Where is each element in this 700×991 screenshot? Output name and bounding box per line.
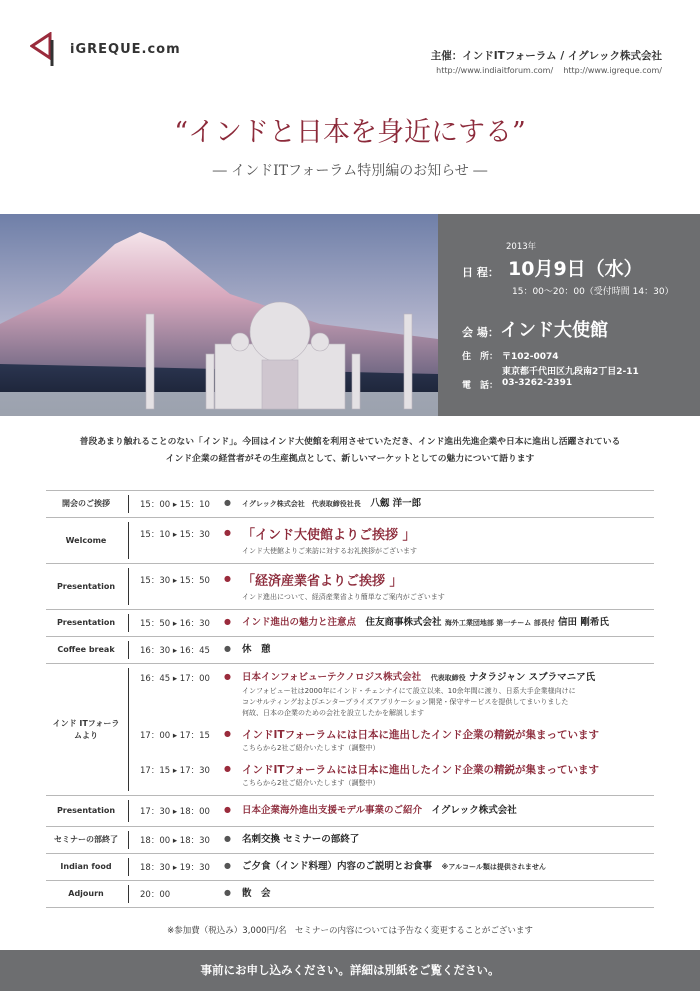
row-text: ご夕食（インド料理）内容のご説明とお食事 [242, 861, 433, 872]
row-time: 18：30 ▸ 19：30 [140, 863, 210, 873]
row-text: インド進出の魅力と注意点 [242, 617, 357, 628]
row-note: インフォビュー社は2000年にインド・チェンナイにて設立以来、10余年間に渡り、日系大手企業様向けに コンサルティングおよびエンタープライズアプリケーション開発・保守サービスを提供してまいりました 何故、日本の企業のための会社を設立したかを解説します [242, 687, 576, 717]
hero [0, 214, 700, 416]
row-label: Welcome [65, 535, 107, 545]
address-line1: 〒102-0074 [502, 352, 559, 362]
bullet-icon: ● [224, 644, 231, 653]
bullet-icon: ● [224, 498, 231, 507]
row-text: 日本インフォビューテクノロジス株式会社 [242, 672, 422, 683]
row-text: インドITフォーラムには日本に進出したインド企業の精鋭が集まっています [242, 764, 599, 776]
row-note: こちらから2社ご紹介いたします（調整中） [242, 744, 380, 752]
row-note: こちらから2社ご紹介いたします（調整中） [242, 779, 380, 787]
footnote: ※参加費（税込み）3,000円/名 セミナーの内容については予告なく変更することがございます [167, 926, 533, 936]
schedule-row [46, 795, 654, 826]
footer-banner: 事前にお申し込みください。詳細は別紙をご覧ください。 [0, 950, 700, 991]
schedule-row [46, 563, 654, 609]
venue-label: 会 場： [462, 326, 499, 339]
row-label: 開会のご挨拶 [62, 499, 110, 508]
row-time: 18：00 ▸ 18：30 [140, 836, 210, 846]
row-label: Presentation [56, 618, 116, 627]
row-text: 「経済産業省よりご挨拶 」 [242, 574, 403, 589]
bullet-icon: ● [224, 805, 231, 814]
row-label: Coffee break [57, 645, 115, 654]
intro-text [30, 434, 670, 468]
schedule-row [46, 880, 654, 908]
bullet-icon: ● [224, 574, 231, 583]
address-label: 住 所： [462, 352, 499, 362]
row-time: 15：30 ▸ 15：50 [140, 576, 210, 586]
row-label: セミナーの部終了 [54, 835, 118, 844]
bullet-icon: ● [224, 888, 231, 897]
row-time: 17：15 ▸ 17：30 [140, 766, 210, 776]
intro-line: 普段あまり触れることのない「インド」。今回はインド大使館を利用させていただき、インド進出先進企業や日本に進出し活躍されている [79, 437, 621, 447]
intro-line: インド企業の経営者がその生産拠点として、新しいマーケットとしての魅力について語ります [165, 454, 535, 464]
bullet-icon: ● [224, 729, 231, 738]
schedule-row [46, 853, 654, 880]
row-label: Indian food [60, 862, 112, 871]
hero-image [0, 214, 438, 416]
logo-mark-icon [30, 32, 70, 68]
row-text: インドITフォーラムには日本に進出したインド企業の精鋭が集まっています [242, 729, 599, 741]
row-time: 17：30 ▸ 18：00 [140, 807, 210, 817]
row-note: インド進出について、経済産業省より簡単なご案内がございます [242, 593, 445, 601]
row-label: Presentation [56, 806, 116, 815]
row-small-note: ※アルコール類は提供されません [441, 863, 546, 871]
row-title: 海外工業団地部 第一チーム 部長付 [444, 619, 555, 627]
page-title: “インドと日本を身近にする” [174, 117, 526, 148]
bullet-icon: ● [224, 834, 231, 843]
row-label: Presentation [56, 581, 116, 591]
tel-label: 電 話： [462, 381, 499, 391]
address-line2: 東京都千代田区九段南2丁目2-11 [502, 367, 639, 377]
date-label: 日 程： [462, 266, 499, 279]
event-time: 15：00～20：00（受付時間 14：30） [512, 287, 674, 297]
row-time: 15：50 ▸ 16：30 [140, 619, 210, 629]
schedule-row [46, 490, 654, 517]
organizer: 主催：インドITフォーラム / イグレック株式会社 [430, 50, 662, 62]
logo-text: iGREQUE.com [70, 42, 181, 57]
bullet-icon: ● [224, 617, 231, 626]
event-venue: インド大使館 [500, 320, 608, 341]
row-time: 16：45 ▸ 17：00 [140, 674, 210, 684]
schedule-row [46, 636, 654, 663]
event-year: 2013年 [506, 242, 537, 252]
schedule-row [46, 517, 654, 563]
row-text: 散 会 [242, 888, 271, 899]
row-time: 20：00 [140, 890, 171, 900]
row-text: 「インド大使館よりご挨拶 」 [242, 528, 416, 543]
tel-number: 03-3262-2391 [502, 378, 573, 388]
schedule-row [46, 663, 654, 795]
row-speaker: ナタラジャン スブラマニア氏 [469, 672, 596, 683]
bullet-icon: ● [224, 764, 231, 773]
event-date: 10月9日（水） [508, 258, 643, 280]
row-speaker: 信田 剛希氏 [558, 617, 609, 628]
row-text: 休 憩 [242, 644, 271, 655]
row-time: 15：00 ▸ 15：10 [140, 500, 210, 510]
row-speaker: 八劔 洋一郎 [370, 498, 422, 509]
row-label: インド ITフォーラムより [52, 718, 120, 740]
bullet-icon: ● [224, 861, 231, 870]
row-company: イグレック株式会社 [431, 805, 517, 816]
page-subtitle: ― インドITフォーラム特別編のお知らせ ― [212, 163, 488, 179]
bullet-icon: ● [224, 672, 231, 681]
organizer-urls: http://www.indiaitforum.com/ http://www.igreque.com/ [436, 66, 662, 75]
row-text: 日本企業海外進出支援モデル事業のご紹介 [242, 805, 423, 816]
row-text: 名刺交換 セミナーの部終了 [242, 834, 360, 845]
row-company: 住友商事株式会社 [365, 617, 442, 628]
row-time: 16：30 ▸ 16：45 [140, 646, 210, 656]
row-title: 代表取締役 [430, 674, 466, 682]
row-note: インド大使館よりご来訪に対するお礼挨拶がございます [242, 547, 417, 555]
event-info-panel [438, 214, 700, 416]
bullet-icon: ● [224, 528, 231, 537]
row-time: 17：00 ▸ 17：15 [140, 731, 210, 741]
schedule-row [46, 826, 654, 853]
row-text: イグレック株式会社 代表取締役社長 [242, 500, 361, 508]
row-time: 15：10 ▸ 15：30 [140, 530, 210, 540]
logo [30, 28, 190, 68]
schedule-table [46, 490, 654, 908]
schedule-row [46, 609, 654, 636]
row-label: Adjourn [68, 889, 104, 898]
